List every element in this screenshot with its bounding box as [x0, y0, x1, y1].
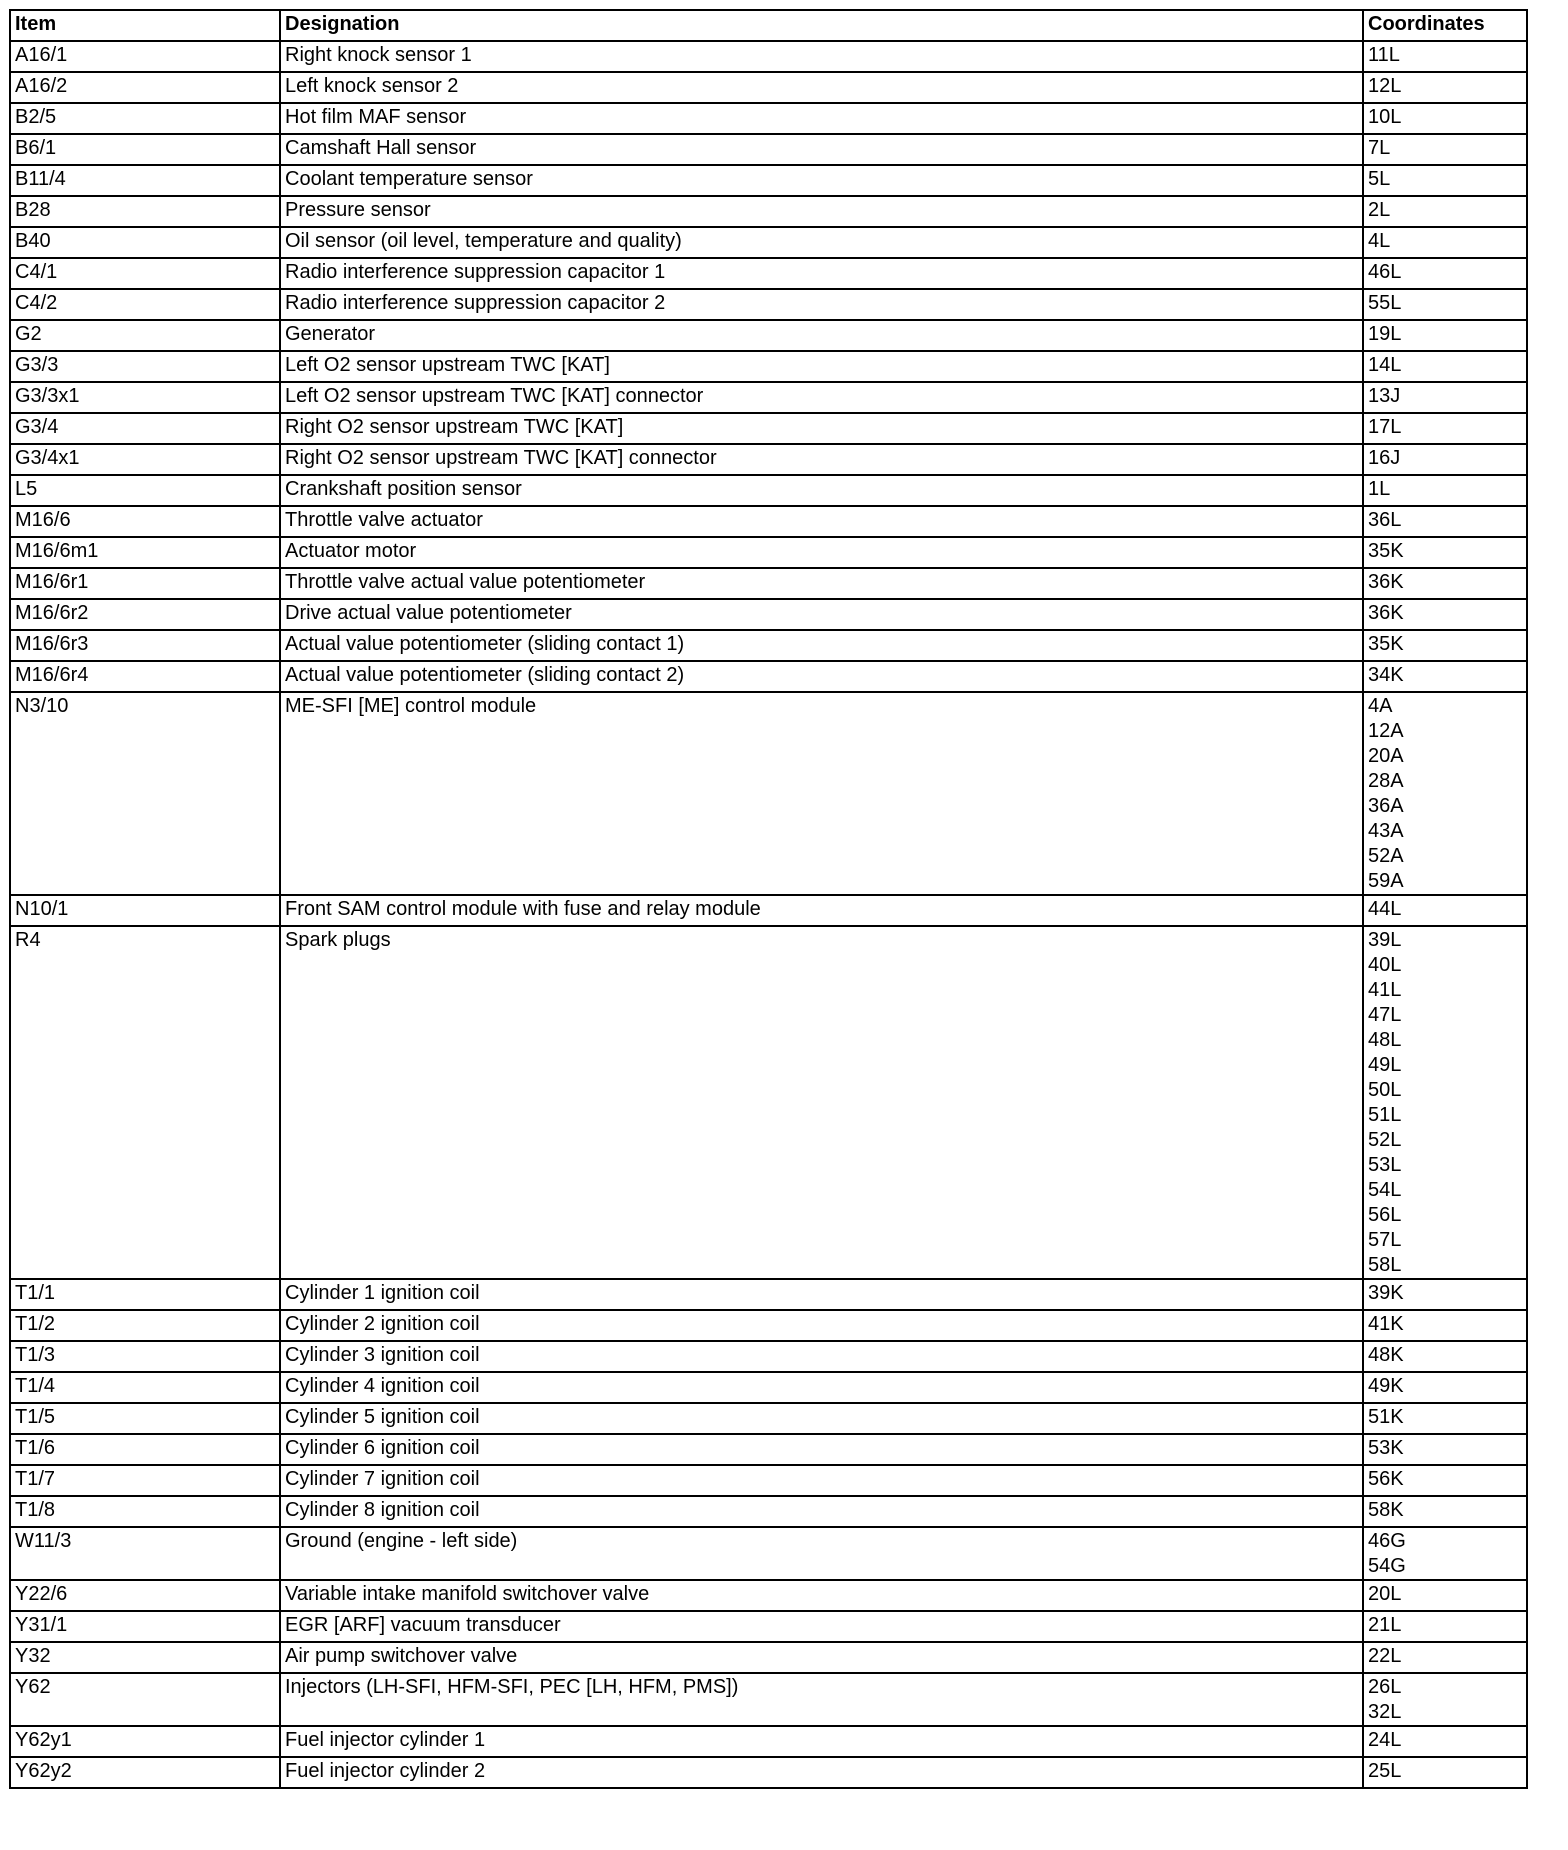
- coordinate-value: 5L: [1368, 168, 1391, 190]
- designation-cell: Left O2 sensor upstream TWC [KAT] connector: [280, 382, 1363, 413]
- item-cell: G3/4: [10, 413, 280, 444]
- item-cell: M16/6m1: [10, 537, 280, 568]
- coordinate-value: 48K: [1368, 1344, 1404, 1366]
- table-row: [10, 1372, 1527, 1403]
- item-cell: M16/6r1: [10, 568, 280, 599]
- coordinate-value: 47L: [1368, 1004, 1402, 1026]
- item-cell: G3/4x1: [10, 444, 280, 475]
- coordinate-value: 40L: [1368, 954, 1402, 976]
- item-cell: T1/7: [10, 1465, 280, 1496]
- designation-cell: Fuel injector cylinder 2: [280, 1757, 1363, 1788]
- item-cell: B28: [10, 196, 280, 227]
- coordinate-value: 36L: [1368, 509, 1402, 531]
- coordinates-cell: [1363, 895, 1527, 926]
- item-cell: Y32: [10, 1642, 280, 1673]
- item-cell: L5: [10, 475, 280, 506]
- item-cell: Y31/1: [10, 1611, 280, 1642]
- table-row: [10, 692, 1527, 895]
- designation-cell: ME-SFI [ME] control module: [280, 692, 1363, 895]
- item-cell: M16/6r2: [10, 599, 280, 630]
- coordinate-value: 35K: [1368, 633, 1404, 655]
- table-row: [10, 1611, 1527, 1642]
- designation-cell: Drive actual value potentiometer: [280, 599, 1363, 630]
- item-cell: T1/8: [10, 1496, 280, 1527]
- designation-cell: Hot film MAF sensor: [280, 103, 1363, 134]
- coordinates-cell: [1363, 196, 1527, 227]
- table-row: [10, 661, 1527, 692]
- table-row: [10, 165, 1527, 196]
- table-row: [10, 1673, 1527, 1726]
- coordinates-cell: [1363, 320, 1527, 351]
- item-cell: C4/2: [10, 289, 280, 320]
- designation-cell: Cylinder 1 ignition coil: [280, 1279, 1363, 1310]
- item-cell: W11/3: [10, 1527, 280, 1580]
- coordinate-value: 49L: [1368, 1054, 1402, 1076]
- item-cell: T1/4: [10, 1372, 280, 1403]
- coordinates-cell: [1363, 227, 1527, 258]
- item-cell: T1/2: [10, 1310, 280, 1341]
- coordinate-value: 24L: [1368, 1729, 1402, 1751]
- table-header-row: [10, 10, 1527, 41]
- item-cell: G2: [10, 320, 280, 351]
- coordinate-value: 56L: [1368, 1204, 1402, 1226]
- coordinate-value: 14L: [1368, 354, 1402, 376]
- coordinate-value: 34K: [1368, 664, 1404, 686]
- coordinates-cell: [1363, 382, 1527, 413]
- header-coordinates: Coordinates: [1363, 10, 1527, 41]
- coordinate-value: 16J: [1368, 447, 1401, 469]
- coordinate-value: 51L: [1368, 1104, 1402, 1126]
- coordinates-cell: [1363, 1372, 1527, 1403]
- coordinates-cell: [1363, 444, 1527, 475]
- coordinate-value: 11L: [1368, 44, 1400, 66]
- item-cell: G3/3x1: [10, 382, 280, 413]
- designation-cell: Left O2 sensor upstream TWC [KAT]: [280, 351, 1363, 382]
- coordinates-cell: [1363, 1496, 1527, 1527]
- designation-cell: Cylinder 7 ignition coil: [280, 1465, 1363, 1496]
- item-cell: Y62y1: [10, 1726, 280, 1757]
- item-cell: A16/2: [10, 72, 280, 103]
- coordinates-cell: [1363, 1726, 1527, 1757]
- coordinates-cell: [1363, 103, 1527, 134]
- item-cell: Y62: [10, 1673, 280, 1726]
- coordinates-cell: [1363, 475, 1527, 506]
- item-cell: C4/1: [10, 258, 280, 289]
- item-cell: T1/3: [10, 1341, 280, 1372]
- coordinates-cell: [1363, 41, 1527, 72]
- coordinates-cell: [1363, 1403, 1527, 1434]
- coordinate-value: 41K: [1368, 1313, 1404, 1335]
- coordinate-value: 58L: [1368, 1254, 1402, 1276]
- coordinate-value: 25L: [1368, 1760, 1402, 1782]
- coordinate-value: 17L: [1368, 416, 1402, 438]
- designation-cell: Right knock sensor 1: [280, 41, 1363, 72]
- coordinates-cell: [1363, 1527, 1527, 1580]
- coordinates-cell: [1363, 413, 1527, 444]
- designation-cell: Generator: [280, 320, 1363, 351]
- designation-cell: Ground (engine - left side): [280, 1527, 1363, 1580]
- coordinate-value: 20A: [1368, 745, 1404, 767]
- table-row: [10, 630, 1527, 661]
- coordinate-value: 55L: [1368, 292, 1402, 314]
- item-cell: T1/1: [10, 1279, 280, 1310]
- coordinate-value: 36A: [1368, 795, 1404, 817]
- coordinate-value: 46L: [1368, 261, 1402, 283]
- table-row: [10, 506, 1527, 537]
- coordinate-value: 20L: [1368, 1583, 1402, 1605]
- table-row: [10, 320, 1527, 351]
- item-cell: G3/3: [10, 351, 280, 382]
- designation-cell: Coolant temperature sensor: [280, 165, 1363, 196]
- coordinates-cell: [1363, 1465, 1527, 1496]
- table-row: [10, 258, 1527, 289]
- coordinate-value: 21L: [1368, 1614, 1402, 1636]
- coordinate-value: 56K: [1368, 1468, 1404, 1490]
- header-designation: Designation: [280, 10, 1363, 41]
- designation-cell: Camshaft Hall sensor: [280, 134, 1363, 165]
- table-row: [10, 537, 1527, 568]
- coordinates-cell: [1363, 568, 1527, 599]
- coordinate-value: 36K: [1368, 571, 1404, 593]
- coordinates-cell: [1363, 1279, 1527, 1310]
- coordinates-cell: [1363, 165, 1527, 196]
- coordinates-cell: [1363, 506, 1527, 537]
- table-row: [10, 1527, 1527, 1580]
- coordinate-value: 48L: [1368, 1029, 1402, 1051]
- table-row: [10, 289, 1527, 320]
- coordinates-cell: [1363, 258, 1527, 289]
- coordinate-value: 1L: [1368, 478, 1391, 500]
- coordinates-cell: [1363, 1611, 1527, 1642]
- designation-cell: Radio interference suppression capacitor 1: [280, 258, 1363, 289]
- item-cell: T1/5: [10, 1403, 280, 1434]
- coordinate-value: 49K: [1368, 1375, 1404, 1397]
- item-cell: R4: [10, 926, 280, 1279]
- coordinate-value: 54G: [1368, 1555, 1406, 1577]
- designation-cell: Injectors (LH-SFI, HFM-SFI, PEC [LH, HFM, PMS]): [280, 1673, 1363, 1726]
- coordinate-value: 53L: [1368, 1154, 1402, 1176]
- designation-cell: Cylinder 5 ignition coil: [280, 1403, 1363, 1434]
- table-row: [10, 1726, 1527, 1757]
- designation-cell: Actual value potentiometer (sliding contact 1): [280, 630, 1363, 661]
- coordinate-value: 35K: [1368, 540, 1404, 562]
- coordinate-value: 51K: [1368, 1406, 1404, 1428]
- coordinate-value: 57L: [1368, 1229, 1402, 1251]
- designation-cell: Cylinder 4 ignition coil: [280, 1372, 1363, 1403]
- table-row: [10, 196, 1527, 227]
- coordinates-cell: [1363, 1434, 1527, 1465]
- table-row: [10, 413, 1527, 444]
- coordinate-value: 53K: [1368, 1437, 1404, 1459]
- item-cell: M16/6: [10, 506, 280, 537]
- table-row: [10, 1757, 1527, 1788]
- table-row: [10, 41, 1527, 72]
- designation-cell: Throttle valve actuator: [280, 506, 1363, 537]
- coordinate-value: 10L: [1368, 106, 1402, 128]
- table-row: [10, 1580, 1527, 1611]
- table-row: [10, 1341, 1527, 1372]
- coordinates-cell: [1363, 351, 1527, 382]
- designation-cell: Radio interference suppression capacitor 2: [280, 289, 1363, 320]
- coordinate-value: 28A: [1368, 770, 1404, 792]
- designation-cell: Crankshaft position sensor: [280, 475, 1363, 506]
- designation-cell: Cylinder 6 ignition coil: [280, 1434, 1363, 1465]
- designation-cell: Throttle valve actual value potentiometer: [280, 568, 1363, 599]
- designation-cell: Actual value potentiometer (sliding contact 2): [280, 661, 1363, 692]
- item-cell: M16/6r4: [10, 661, 280, 692]
- item-cell: B40: [10, 227, 280, 258]
- coordinates-cell: [1363, 661, 1527, 692]
- table-row: [10, 568, 1527, 599]
- item-cell: T1/6: [10, 1434, 280, 1465]
- coordinates-cell: [1363, 537, 1527, 568]
- coordinate-value: 52L: [1368, 1129, 1402, 1151]
- coordinate-value: 4A: [1368, 695, 1393, 717]
- table-row: [10, 895, 1527, 926]
- coordinates-cell: [1363, 692, 1527, 895]
- designation-cell: Cylinder 2 ignition coil: [280, 1310, 1363, 1341]
- item-cell: B11/4: [10, 165, 280, 196]
- coordinate-value: 7L: [1368, 137, 1391, 159]
- coordinates-cell: [1363, 1341, 1527, 1372]
- table-row: [10, 926, 1527, 1279]
- coordinate-value: 43A: [1368, 820, 1404, 842]
- designation-cell: Variable intake manifold switchover valve: [280, 1580, 1363, 1611]
- coordinates-cell: [1363, 599, 1527, 630]
- coordinate-value: 32L: [1368, 1701, 1402, 1723]
- item-cell: Y62y2: [10, 1757, 280, 1788]
- coordinate-value: 41L: [1368, 979, 1402, 1001]
- item-cell: N10/1: [10, 895, 280, 926]
- coordinates-cell: [1363, 630, 1527, 661]
- table-row: [10, 103, 1527, 134]
- designation-cell: Actuator motor: [280, 537, 1363, 568]
- coordinates-cell: [1363, 926, 1527, 1279]
- coordinate-value: 12L: [1368, 75, 1402, 97]
- coordinate-value: 36K: [1368, 602, 1404, 624]
- table-row: [10, 1310, 1527, 1341]
- designation-cell: Pressure sensor: [280, 196, 1363, 227]
- designation-cell: Air pump switchover valve: [280, 1642, 1363, 1673]
- coordinate-value: 52A: [1368, 845, 1404, 867]
- item-cell: A16/1: [10, 41, 280, 72]
- coordinates-cell: [1363, 1580, 1527, 1611]
- table-row: [10, 227, 1527, 258]
- coordinates-cell: [1363, 1757, 1527, 1788]
- table-body: [10, 41, 1527, 1788]
- coordinates-cell: [1363, 72, 1527, 103]
- table-row: [10, 1434, 1527, 1465]
- item-cell: B2/5: [10, 103, 280, 134]
- coordinate-value: 12A: [1368, 720, 1404, 742]
- designation-cell: Front SAM control module with fuse and relay module: [280, 895, 1363, 926]
- coordinate-value: 19L: [1368, 323, 1402, 345]
- coordinate-value: 58K: [1368, 1499, 1404, 1521]
- table-row: [10, 1465, 1527, 1496]
- item-cell: N3/10: [10, 692, 280, 895]
- coordinates-cell: [1363, 289, 1527, 320]
- designation-cell: Fuel injector cylinder 1: [280, 1726, 1363, 1757]
- coordinate-value: 59A: [1368, 870, 1404, 892]
- coordinate-value: 46G: [1368, 1530, 1406, 1552]
- coordinate-value: 39L: [1368, 929, 1402, 951]
- table-row: [10, 599, 1527, 630]
- table-row: [10, 134, 1527, 165]
- designation-cell: Cylinder 3 ignition coil: [280, 1341, 1363, 1372]
- table-row: [10, 1642, 1527, 1673]
- coordinate-value: 2L: [1368, 199, 1391, 221]
- coordinate-value: 22L: [1368, 1645, 1402, 1667]
- coordinates-cell: [1363, 1673, 1527, 1726]
- item-cell: B6/1: [10, 134, 280, 165]
- coordinates-cell: [1363, 1642, 1527, 1673]
- component-legend-table: [9, 9, 1528, 1789]
- designation-cell: Right O2 sensor upstream TWC [KAT] connector: [280, 444, 1363, 475]
- coordinate-value: 4L: [1368, 230, 1391, 252]
- coordinate-value: 39K: [1368, 1282, 1404, 1304]
- coordinates-cell: [1363, 1310, 1527, 1341]
- designation-cell: Spark plugs: [280, 926, 1363, 1279]
- coordinate-value: 54L: [1368, 1179, 1402, 1201]
- designation-cell: Right O2 sensor upstream TWC [KAT]: [280, 413, 1363, 444]
- coordinate-value: 13J: [1368, 385, 1401, 407]
- table-row: [10, 382, 1527, 413]
- table-row: [10, 444, 1527, 475]
- table-row: [10, 72, 1527, 103]
- designation-cell: Oil sensor (oil level, temperature and quality): [280, 227, 1363, 258]
- table-row: [10, 1279, 1527, 1310]
- designation-cell: Left knock sensor 2: [280, 72, 1363, 103]
- table-row: [10, 1403, 1527, 1434]
- designation-cell: EGR [ARF] vacuum transducer: [280, 1611, 1363, 1642]
- header-item: Item: [10, 10, 280, 41]
- coordinate-value: 44L: [1368, 898, 1402, 920]
- item-cell: M16/6r3: [10, 630, 280, 661]
- coordinates-cell: [1363, 134, 1527, 165]
- designation-cell: Cylinder 8 ignition coil: [280, 1496, 1363, 1527]
- table-row: [10, 351, 1527, 382]
- item-cell: Y22/6: [10, 1580, 280, 1611]
- coordinate-value: 26L: [1368, 1676, 1402, 1698]
- table-row: [10, 475, 1527, 506]
- coordinate-value: 50L: [1368, 1079, 1402, 1101]
- table-row: [10, 1496, 1527, 1527]
